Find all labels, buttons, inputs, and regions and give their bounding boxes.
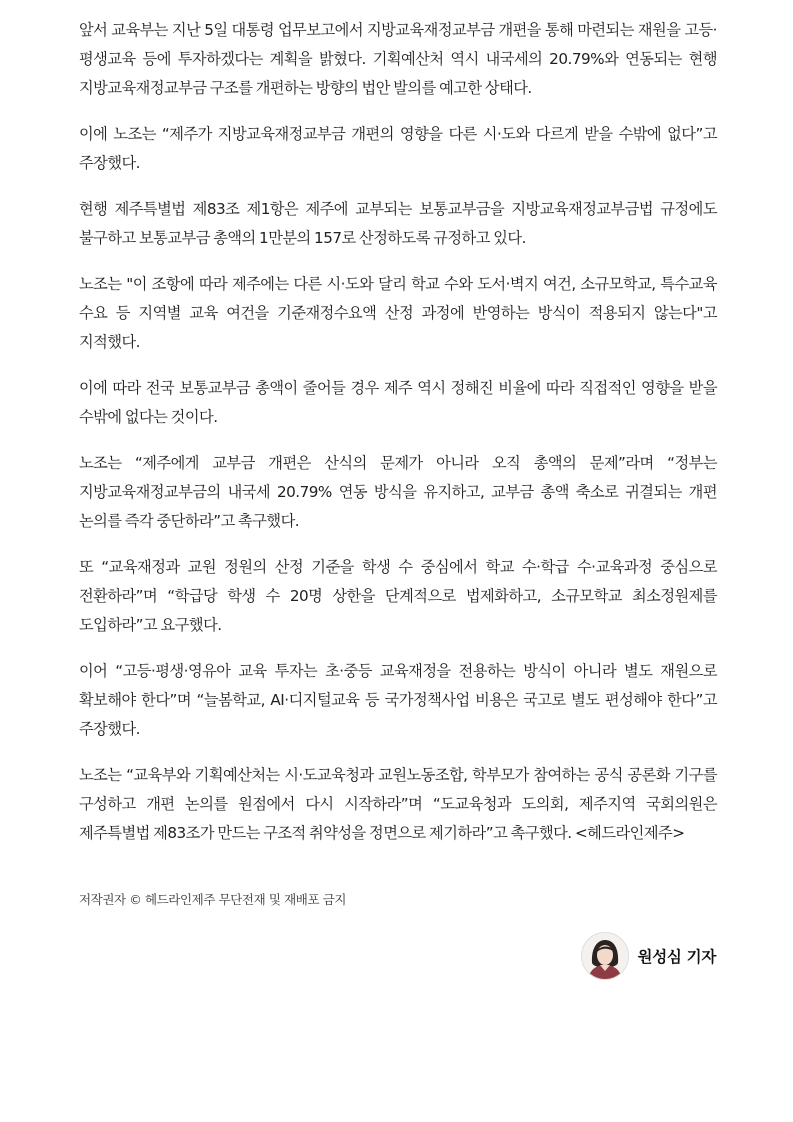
reporter-avatar[interactable] (581, 932, 629, 980)
article-paragraph: 노조는 “교육부와 기획예산처는 시·도교육청과 교원노동조합, 학부모가 참여하는 공식 공론화 기구를 구성하고 개편 논의를 원점에서 다시 시작하라”며 “도교육청과 도의회, 제주지역 국회의원은 제주특별법 제83조가 만드는 구조적 취약성을 정면으로 제기하라”고 촉구했다. <헤드라인제주> (79, 766, 717, 842)
copyright-notice: 저작권자 © 헤드라인제주 무단전재 및 재배포 금지 (79, 892, 347, 907)
article-paragraph: 현행 제주특별법 제83조 제1항은 제주에 교부되는 보통교부금을 지방교육재정교부금법 규정에도 불구하고 보통교부금 총액의 1만분의 157로 산정하도록 규정하고 있다. (79, 200, 717, 247)
article-paragraph: 이에 따라 전국 보통교부금 총액이 줄어들 경우 제주 역시 정해진 비율에 따라 직접적인 영향을 받을 수밖에 없다는 것이다. (79, 379, 717, 426)
article-paragraph: 이에 노조는 “제주가 지방교육재정교부금 개편의 영향을 다른 시·도와 다르게 받을 수밖에 없다”고 주장했다. (79, 125, 717, 172)
article-paragraph: 앞서 교육부는 지난 5일 대통령 업무보고에서 지방교육재정교부금 개편을 통해 마련되는 재원을 고등·평생교육 등에 투자하겠다는 계획을 밝혔다. 기획예산처 역시 내국세의 20.79%와 연동되는 현행 지방교육재정교부금 구조를 개편하는 방향의 법안 발의를 예고한 상태다. (79, 21, 717, 97)
reporter-photo-icon (582, 933, 628, 979)
article-paragraph: 이어 “고등·평생·영유아 교육 투자는 초·중등 교육재정을 전용하는 방식이 아니라 별도 재원으로 확보해야 한다”며 “늘봄학교, AI·디지털교육 등 국가정책사업 비용은 국고로 별도 편성해야 한다”고 주장했다. (79, 662, 717, 738)
article-paragraph: 또 “교육재정과 교원 정원의 산정 기준을 학생 수 중심에서 학교 수·학급 수·교육과정 중심으로 전환하라”며 “학급당 학생 수 20명 상한을 단계적으로 법제화하고, 소규모학교 최소정원제를 도입하라”고 요구했다. (79, 558, 717, 634)
reporter-byline[interactable] (581, 932, 716, 980)
article-body (79, 16, 717, 865)
article-paragraph: 노조는 “제주에게 교부금 개편은 산식의 문제가 아니라 오직 총액의 문제”라며 “정부는 지방교육재정교부금의 내국세 20.79% 연동 방식을 유지하고, 교부금 총액 축소로 귀결되는 개편 논의를 즉각 중단하라”고 촉구했다. (79, 454, 717, 530)
article-paragraph: 노조는 "이 조항에 따라 제주에는 다른 시·도와 달리 학교 수와 도서·벽지 여건, 소규모학교, 특수교육 수요 등 지역별 교육 여건을 기준재정수요액 산정 과정에 반영하는 방식이 적용되지 않는다"고 지적했다. (79, 275, 717, 351)
reporter-name[interactable]: 원성심 기자 (637, 948, 716, 966)
